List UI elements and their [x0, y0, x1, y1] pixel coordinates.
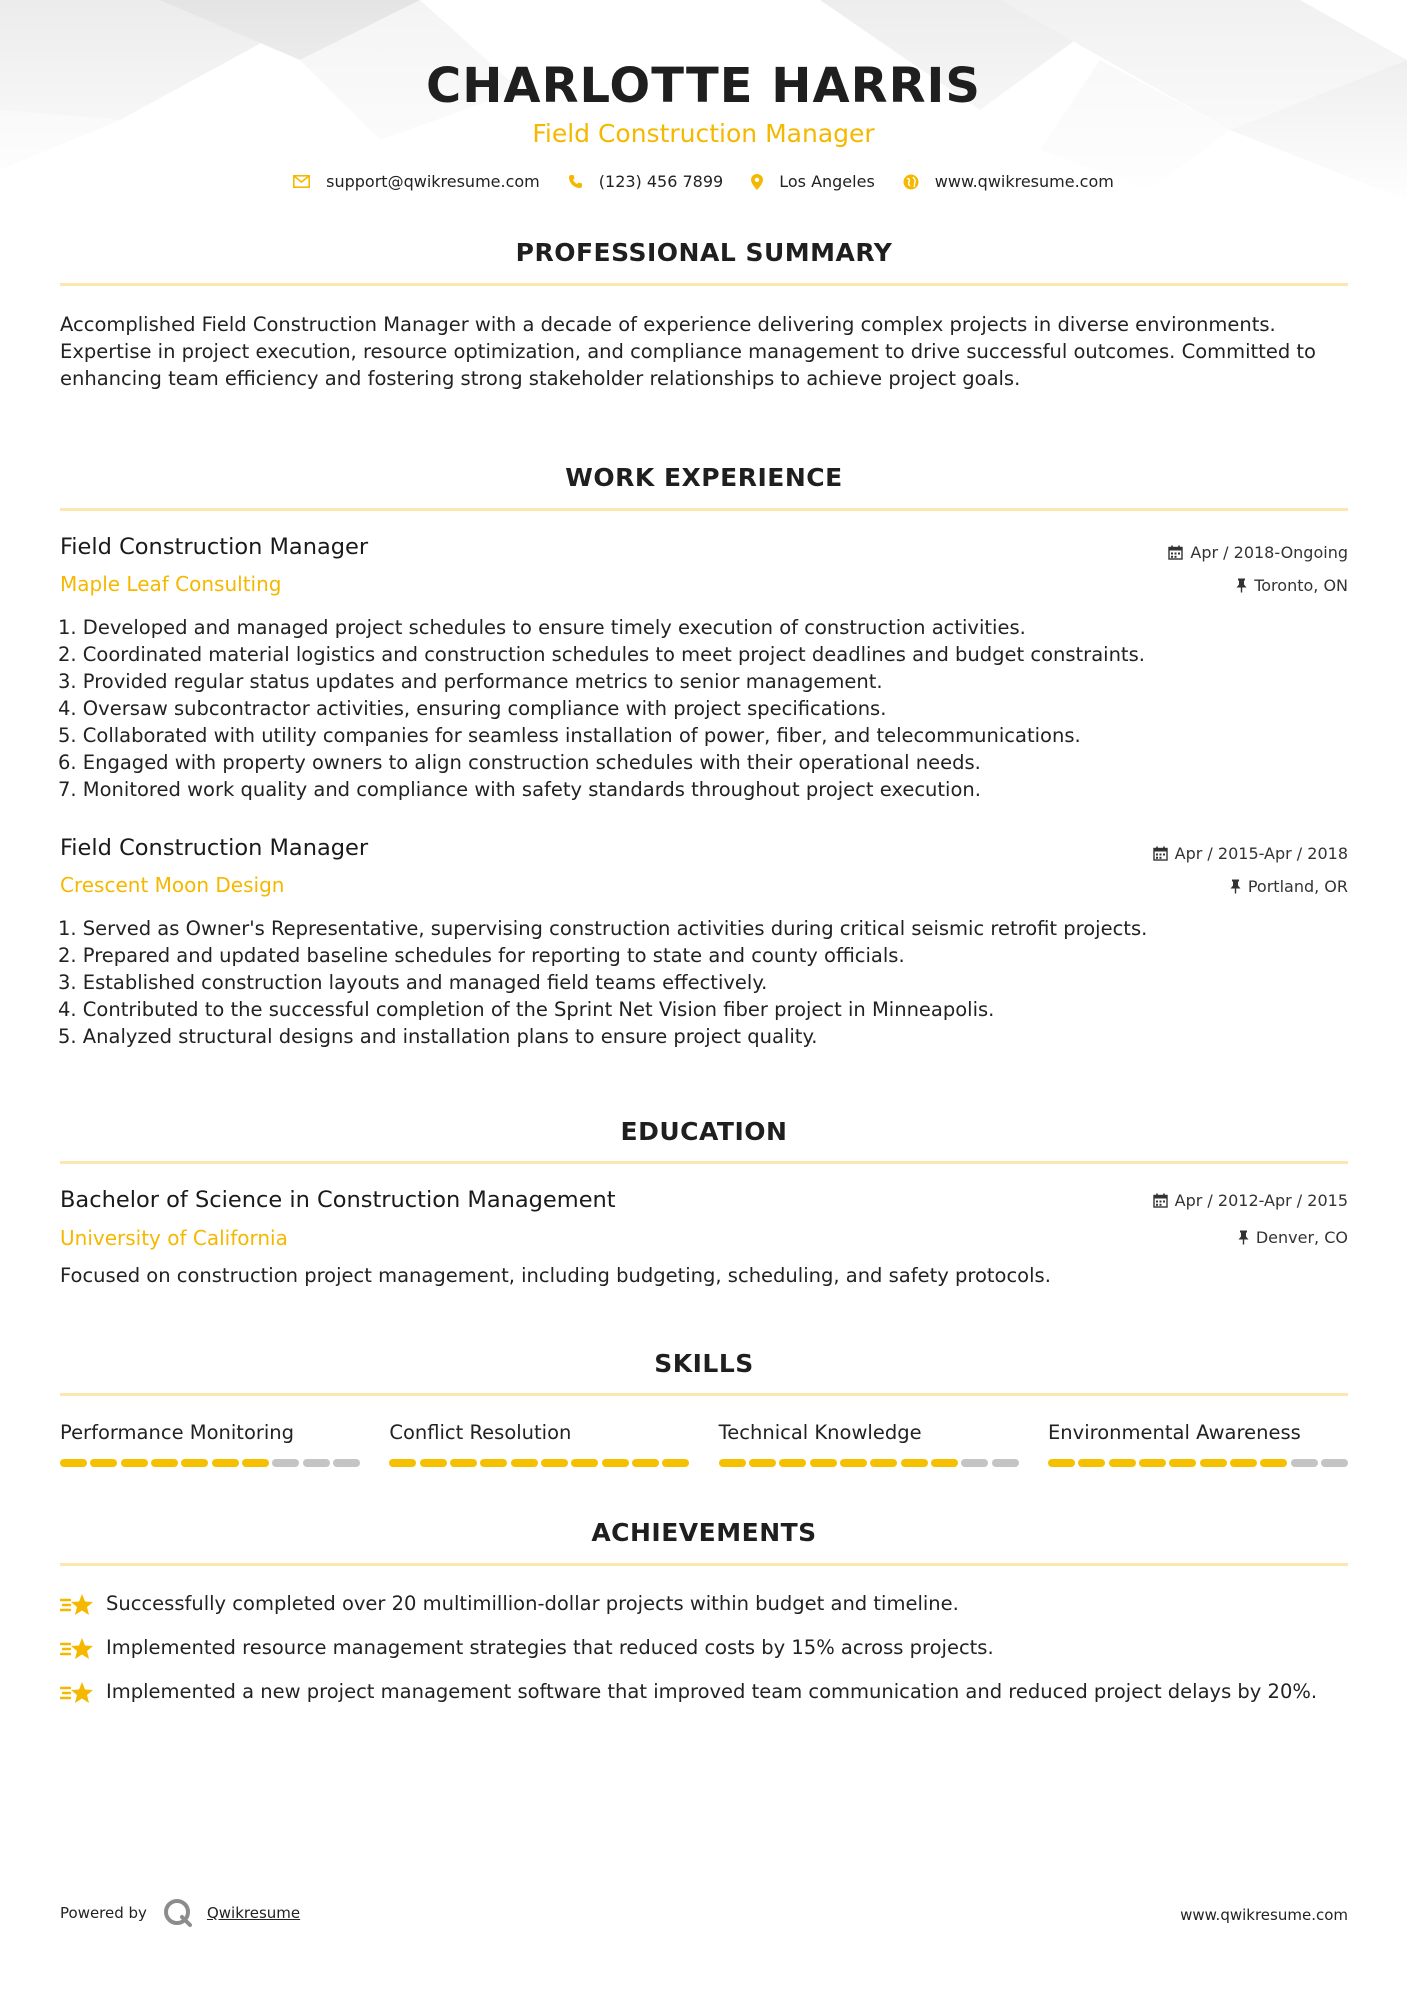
skill-segment-filled: [602, 1459, 629, 1467]
skill-segment-filled: [719, 1459, 746, 1467]
job-dates-text: Apr / 2018-Ongoing: [1190, 543, 1348, 562]
skill-segment-filled: [571, 1459, 598, 1467]
list-item: 4. Oversaw subcontractor activities, ensuring compliance with project specifications.: [58, 697, 887, 720]
pushpin-icon: [1236, 578, 1247, 593]
skill-segment-empty: [303, 1459, 330, 1467]
summary-text: Accomplished Field Construction Manager with a decade of experience delivering complex projects in diverse environments. Expertise in project execution, resource optimization, and compliance management to drive successful outcomes. Committed to enhancing team efficiency and fostering strong stakeholder relationships to achieve project goals.: [60, 313, 1316, 390]
calendar-icon: [1168, 545, 1183, 560]
pushpin-icon: [1230, 879, 1241, 894]
skill-segment-empty: [272, 1459, 299, 1467]
education-heading: EDUCATION: [620, 1117, 788, 1146]
job-location-text: Toronto, ON: [1254, 576, 1348, 595]
skill-segment-filled: [480, 1459, 507, 1467]
skill-segment-empty: [1321, 1459, 1348, 1467]
education-location-text: Denver, CO: [1255, 1228, 1348, 1247]
skill-segment-filled: [511, 1459, 538, 1467]
skill-segment-filled: [121, 1459, 148, 1467]
contact-email[interactable]: [293, 172, 540, 191]
achievement-text: Implemented resource management strategies that reduced costs by 15% across projects.: [106, 1636, 994, 1659]
education-dates-text: Apr / 2012-Apr / 2015: [1174, 1191, 1348, 1210]
achievements-divider: [60, 1563, 1348, 1566]
skill-segment-filled: [420, 1459, 447, 1467]
skill-segment-filled: [242, 1459, 269, 1467]
skill-segment-filled: [901, 1459, 928, 1467]
skill-name: Conflict Resolution: [389, 1421, 572, 1444]
contact-location: [751, 172, 875, 191]
shooting-star-icon: [60, 1636, 94, 1662]
skill-segment-filled: [389, 1459, 416, 1467]
skill-segment-filled: [931, 1459, 958, 1467]
skill-name: Performance Monitoring: [60, 1421, 295, 1444]
skill-name: Technical Knowledge: [718, 1421, 922, 1444]
contact-website[interactable]: [903, 172, 1114, 191]
summary-divider: [60, 283, 1348, 286]
website-text: www.qwikresume.com: [934, 172, 1114, 191]
summary-heading: PROFESSIONAL SUMMARY: [515, 238, 893, 267]
qwikresume-logo-icon: [163, 1898, 193, 1928]
phone-icon: [568, 174, 583, 189]
list-item: 2. Prepared and updated baseline schedules for reporting to state and county officials.: [58, 944, 905, 967]
footer-website[interactable]: www.qwikresume.com: [1180, 1906, 1348, 1924]
skill-segment-filled: [151, 1459, 178, 1467]
skill-segment-empty: [1291, 1459, 1318, 1467]
skill-segment-filled: [212, 1459, 239, 1467]
job-bullets: [58, 614, 1348, 803]
shooting-star-icon: [60, 1680, 94, 1706]
skills-list: [60, 1421, 1348, 1467]
experience-divider: [60, 508, 1348, 511]
skills-divider: [60, 1393, 1348, 1396]
skill-name: Environmental Awareness: [1047, 1421, 1301, 1444]
job-title: Field Construction Manager: [60, 534, 369, 560]
skill-segment-filled: [541, 1459, 568, 1467]
skill-item: [719, 1421, 1019, 1467]
job-location: [1230, 877, 1348, 896]
globe-icon: [903, 174, 919, 190]
list-item: 3. Provided regular status updates and performance metrics to senior management.: [58, 670, 883, 693]
school-name: University of California: [60, 1226, 288, 1250]
email-text: support@qwikresume.com: [326, 172, 540, 191]
map-pin-icon: [751, 174, 763, 190]
job-location: [1236, 576, 1348, 595]
skill-segment-filled: [779, 1459, 806, 1467]
footer-powered-by: [60, 1898, 300, 1928]
achievement-text: Implemented a new project management software that improved team communication and reduced project delays by 20%.: [106, 1680, 1318, 1703]
education-description: Focused on construction project management, including budgeting, scheduling, and safety protocols.: [60, 1264, 1051, 1287]
achievements-heading: ACHIEVEMENTS: [591, 1518, 817, 1547]
skill-segment-filled: [1078, 1459, 1105, 1467]
list-item: 3. Established construction layouts and managed field teams effectively.: [58, 971, 768, 994]
skill-segment-filled: [1139, 1459, 1166, 1467]
skill-segment-filled: [810, 1459, 837, 1467]
education-location: [1238, 1228, 1348, 1247]
calendar-icon: [1153, 846, 1168, 861]
skill-segment-filled: [662, 1459, 689, 1467]
degree-title: Bachelor of Science in Construction Management: [60, 1187, 616, 1213]
company-name: Maple Leaf Consulting: [60, 572, 282, 596]
job-location-text: Portland, OR: [1247, 877, 1348, 896]
achievement-item: [60, 1634, 1348, 1662]
skill-segment-filled: [1200, 1459, 1227, 1467]
list-item: 4. Contributed to the successful completion of the Sprint Net Vision fiber project in Minneapolis.: [58, 998, 995, 1021]
skill-level-bar: [1048, 1459, 1348, 1467]
skill-segment-empty: [992, 1459, 1019, 1467]
skill-level-bar: [389, 1459, 689, 1467]
skill-segment-filled: [840, 1459, 867, 1467]
job-title: Field Construction Manager: [60, 835, 369, 861]
skill-segment-filled: [1169, 1459, 1196, 1467]
skill-level-bar: [60, 1459, 360, 1467]
job-bullets: [58, 915, 1348, 1050]
skill-item: [60, 1421, 360, 1467]
list-item: 5. Collaborated with utility companies for seamless installation of power, fiber, and telecommunications.: [58, 724, 1081, 747]
list-item: 5. Analyzed structural designs and installation plans to ensure project quality.: [58, 1025, 818, 1048]
contact-phone[interactable]: [568, 172, 723, 191]
calendar-icon: [1153, 1193, 1168, 1208]
job-dates: [1153, 844, 1348, 863]
skill-level-bar: [719, 1459, 1019, 1467]
list-item: 1. Developed and managed project schedules to ensure timely execution of construction activities.: [58, 616, 1026, 639]
skill-segment-empty: [333, 1459, 360, 1467]
company-name: Crescent Moon Design: [60, 873, 285, 897]
phone-text: (123) 456 7899: [598, 172, 724, 191]
achievement-text: Successfully completed over 20 multimillion-dollar projects within budget and timeline.: [106, 1592, 959, 1615]
list-item: 7. Monitored work quality and compliance with safety standards throughout project execution.: [58, 778, 981, 801]
skill-segment-filled: [1048, 1459, 1075, 1467]
job-dates: [1168, 543, 1348, 562]
job-dates-text: Apr / 2015-Apr / 2018: [1174, 844, 1348, 863]
list-item: 1. Served as Owner's Representative, supervising construction activities during critical seismic retrofit projects.: [58, 917, 1148, 940]
skill-segment-empty: [961, 1459, 988, 1467]
qwikresume-link[interactable]: Qwikresume: [206, 1904, 301, 1922]
skill-item: [1048, 1421, 1348, 1467]
powered-by-label: Powered by: [60, 1904, 147, 1922]
candidate-name: CHARLOTTE HARRIS: [426, 58, 981, 114]
candidate-title: Field Construction Manager: [532, 119, 875, 148]
experience-heading: WORK EXPERIENCE: [565, 463, 843, 492]
pushpin-icon: [1238, 1230, 1249, 1245]
skill-segment-filled: [450, 1459, 477, 1467]
education-divider: [60, 1161, 1348, 1164]
contact-bar: [0, 172, 1407, 191]
skill-segment-filled: [60, 1459, 87, 1467]
skill-segment-filled: [870, 1459, 897, 1467]
skill-item: [389, 1421, 689, 1467]
skills-heading: SKILLS: [654, 1349, 754, 1378]
skill-segment-filled: [749, 1459, 776, 1467]
achievement-item: [60, 1678, 1348, 1706]
list-item: 6. Engaged with property owners to align construction schedules with their operational needs.: [58, 751, 981, 774]
list-item: 2. Coordinated material logistics and construction schedules to meet project deadlines and budget constraints.: [58, 643, 1145, 666]
skill-segment-filled: [90, 1459, 117, 1467]
skill-segment-filled: [632, 1459, 659, 1467]
location-text: Los Angeles: [779, 172, 875, 191]
achievement-item: [60, 1590, 1348, 1618]
education-dates: [1153, 1191, 1348, 1210]
skill-segment-filled: [1109, 1459, 1136, 1467]
skill-segment-filled: [181, 1459, 208, 1467]
skill-segment-filled: [1260, 1459, 1287, 1467]
shooting-star-icon: [60, 1592, 94, 1618]
envelope-icon: [293, 175, 310, 188]
skill-segment-filled: [1230, 1459, 1257, 1467]
